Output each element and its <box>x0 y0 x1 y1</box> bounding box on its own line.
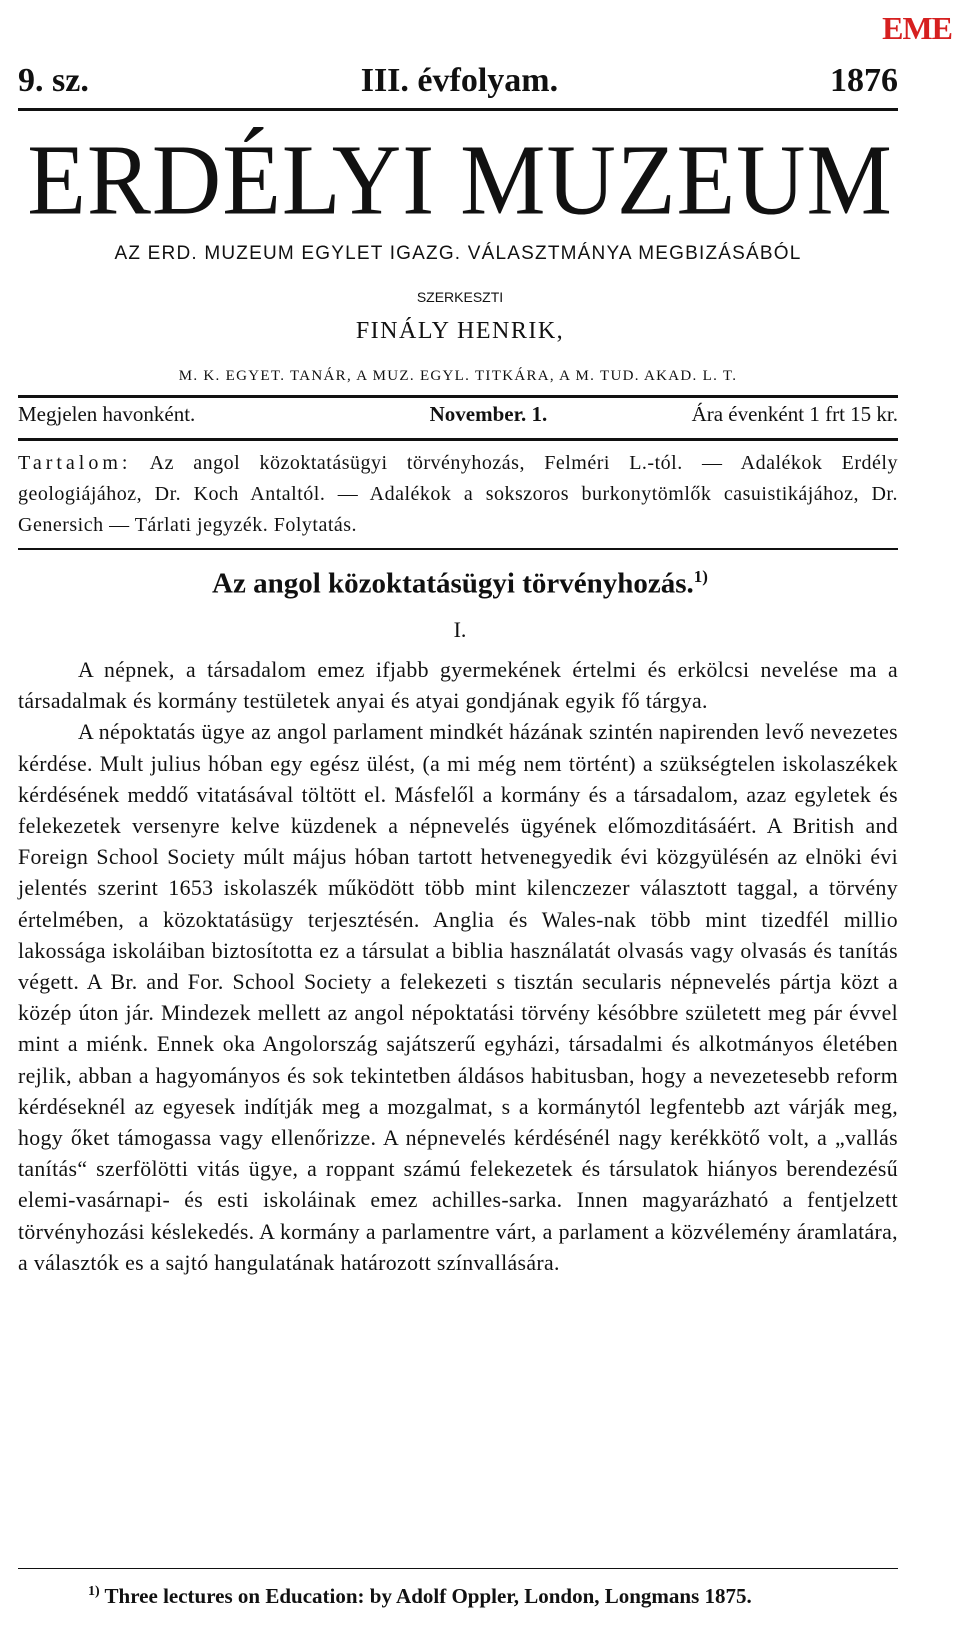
volume: III. évfolyam. <box>360 62 559 99</box>
publication-date: November. 1. <box>429 402 548 426</box>
editor-credentials: M. K. EGYET. TANÁR, A MUZ. EGYL. TITKÁRA, A M. TUD. AKAD. L. T. <box>178 368 738 384</box>
footnote <box>18 1584 898 1609</box>
publication-frequency: Megjelen havonként. <box>18 402 196 426</box>
paragraph: A népnek, a társadalom emez ifjabb gyermekének értelmi és erkölcsi nevelése ma a társadalmak és kormány testületek anyai és atyai gondjának egyik fő tárgya. <box>18 658 898 714</box>
footnote-text: Three lectures on Education: by Adolf Oppler, London, Longmans 1875. <box>104 1584 752 1608</box>
article-heading <box>0 567 920 601</box>
table-of-contents <box>18 448 898 541</box>
paragraph: A népoktatás ügye az angol parlament mindkét házának szintén napirenden levő nevezetes kérdése. Mult julius hóban egy egész ülést, (a mi még nem történt) a szükségtelen iskolaszékek kérdésének meddő vitatásával töltött el. Másfelől a kormány és a társadalom, azaz egyletek és felekezetek versenyre kelve küzdenek a népnevelés ügyének előmozditásáért. A British and Foreign School Society múlt május hóban tartott hetvenegyedik évi közgyülésén az elnöki évi jelentés szerint 1653 iskolaszék működött több mint kilenczezer választott taggal, a törvény értelmében, a közoktatásügy terjesztésén. Anglia és Wales-nak több mint tizedfél millio lakossága iskoláiban biztosította ez a társulat a biblia használatát olvasás vagy olvasás és tanítás végett. A Br. and For. School Society a felekezeti s tisztán secularis népnevelés pártja közt a közép úton jár. Mindezek mellett az angol népoktatási törvény késóbbre született meg pár évvel mint a miénk. Ennek oka Angolország sajátszerű egyházi, társadalmi és alkotmányos életében rejlik, abban a hagyományos és sok tekintetben áldásos habitusban, hogy a nevezetesebb reform kérdéseknél az egyesek indítják meg a mozgalmat, s a kormánytól legfentebb azt várják meg, hogy őket támogassa vagy ellenőrizze. A népnevelés kérdésénél nagy kerékkötő volt, a „vallás tanítás“ szerfölötti vitás ügye, a roppant számú felekezetek és társulatok hiányos berendezésű elemi-vasárnapi- és esti iskoláinak emez achilles-sarka. Innen magyarázható a fentjelzett törvényhozási késlekedés. A kormány a parlamentre várt, a parlament a közvélemény áramlatára, a választók es a sajtó hangulatának határozott színvallására. <box>18 720 898 1275</box>
article-body <box>18 655 898 1279</box>
article-title: Az angol közoktatásügyi törvényhozás. <box>212 567 694 600</box>
issue-number: 9. sz. <box>18 62 89 99</box>
journal-title: ERDÉLYI MUZEUM <box>27 123 893 236</box>
footnote-rule <box>18 1568 898 1569</box>
edited-by-label: SZERKESZTI <box>416 289 504 305</box>
masthead-header <box>18 62 898 100</box>
footnote-reference: 1) <box>693 567 708 586</box>
footnote-mark: 1) <box>88 1584 100 1599</box>
eme-logo: EME <box>882 10 952 46</box>
part-number: I. <box>453 617 467 642</box>
editor-name: FINÁLY HENRIK, <box>355 318 565 344</box>
pubinfo-rule-top <box>18 395 898 398</box>
header-rule <box>18 108 898 111</box>
pubinfo-rule-bottom <box>18 438 898 441</box>
year: 1876 <box>830 62 898 99</box>
subscription-price: Ára évenként 1 frt 15 kr. <box>691 402 898 426</box>
publication-info <box>18 402 898 427</box>
toc-rule <box>18 548 898 550</box>
toc-text: Az angol közoktatásügyi törvényhozás, Felméri L.-tól. — Adalékok Erdély geologiájához, Dr. Koch Antaltól. — Adalékok a sokszoros burkonytömlők casuistikájához, Dr. Genersich — Tárlati jegyzék. Folytatás. <box>18 452 898 536</box>
toc-label: Tartalom: <box>18 452 132 474</box>
journal-subtitle: AZ ERD. MUZEUM EGYLET IGAZG. VÁLASZTMÁNYA MEGBIZÁSÁBÓL <box>114 243 802 264</box>
